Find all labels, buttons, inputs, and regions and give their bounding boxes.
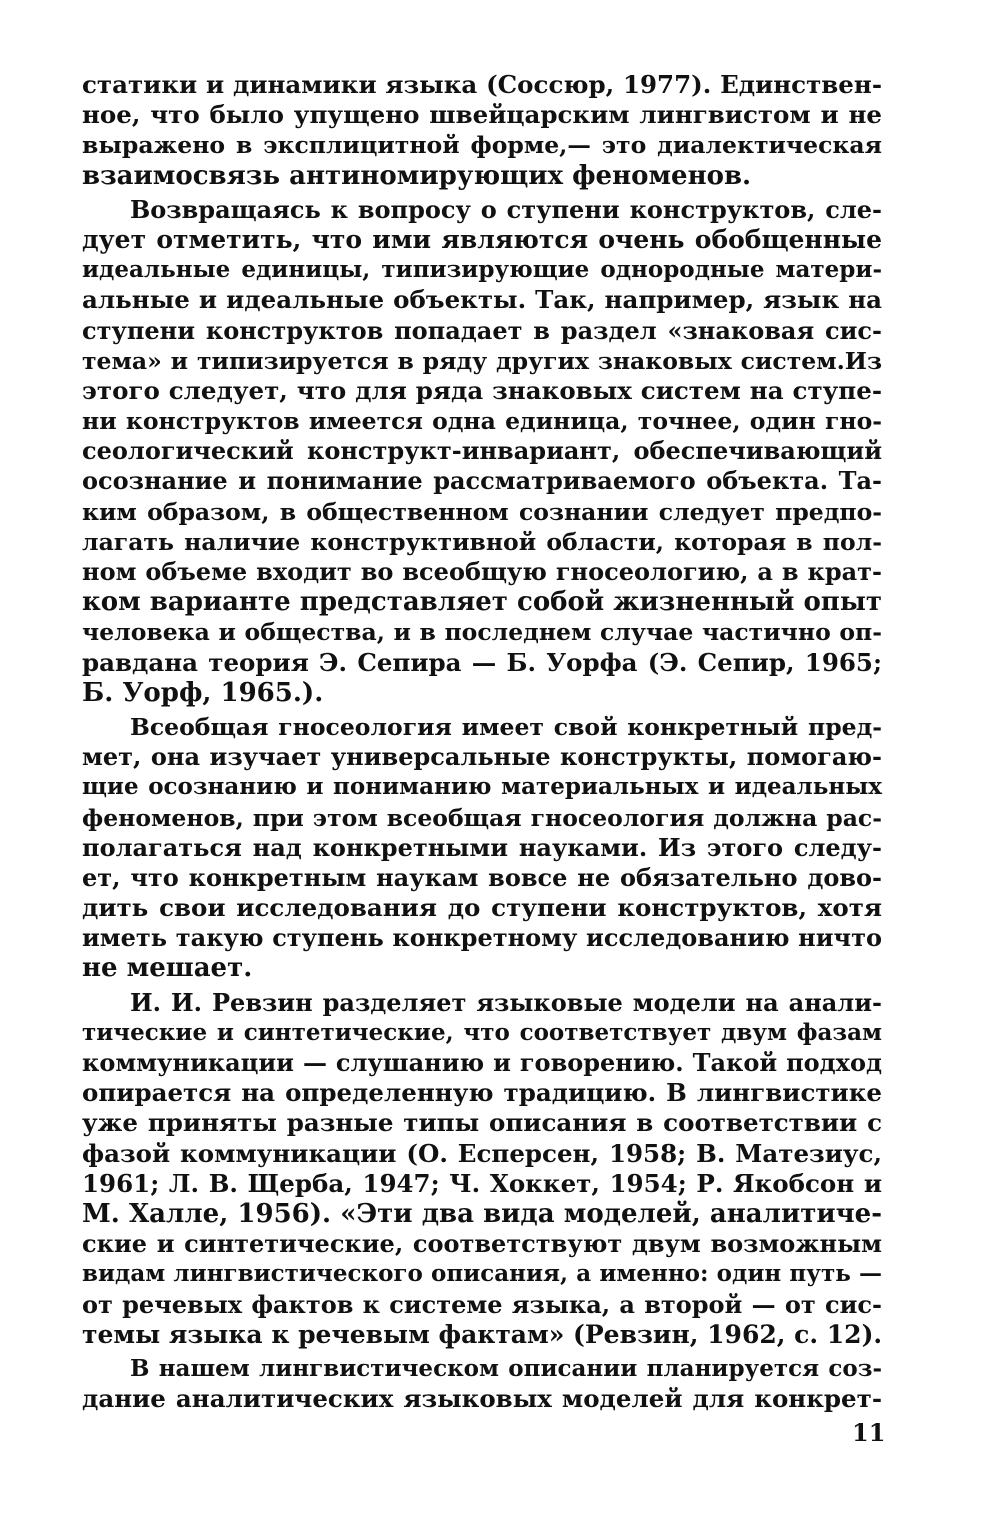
- page-text: [82, 70, 882, 1414]
- text-line: И. И. Ревзин разделяет языковые модели на анали-: [130, 987, 882, 1017]
- text-line: ное, что было упущено швейцарским лингвистом и не: [82, 100, 882, 130]
- text-line: человека и общества, и в последнем случае частично оп-: [82, 618, 882, 647]
- text-line: тема» и типизируется в ряду других знаковых систем.Из: [82, 346, 882, 375]
- text-line: мет, она изучает универсальные конструкты, помогаю-: [82, 742, 882, 772]
- text-line: М. Халле, 1956). «Эти два вида моделей, аналитиче-: [82, 1198, 882, 1229]
- text-line: взаимосвязь антиномирующих феноменов.: [82, 160, 752, 191]
- text-line: дание аналитических языковых моделей для конкрет-: [82, 1384, 882, 1414]
- text-line: ет, что конкретным наукам вовсе не обязательно дово-: [82, 862, 882, 892]
- text-line: идеальные единицы, типизирующие однородные матери-: [82, 256, 882, 284]
- text-line: темы языка к речевым фактам» (Ревзин, 1962, с. 12).: [82, 1319, 883, 1349]
- page-number: 11: [852, 1418, 886, 1447]
- text-line: лагать наличие конструктивной области, которая в пол-: [82, 527, 882, 556]
- text-line: видам лингвистического описания, а именно: один путь —: [82, 1260, 882, 1288]
- text-line: дить свои исследования до ступени конструктов, хотя: [82, 893, 882, 923]
- text-line: Всеобщая гносеология имеет свой конкретный пред-: [130, 712, 882, 741]
- paragraph-5: [82, 1354, 882, 1414]
- text-line: ким образом, в общественном сознании следует предпо-: [82, 497, 882, 526]
- text-line: Возвращаясь к вопросу о ступени конструктов, сле-: [130, 194, 882, 224]
- paragraph-4: [82, 988, 882, 1350]
- text-line: тические и синтетические, что соответствует двум фазам: [82, 1018, 882, 1046]
- paragraph-3: [82, 712, 882, 984]
- paragraph-1: [82, 70, 882, 191]
- text-line: 1961; Л. В. Щерба, 1947; Ч. Хоккет, 1954; Р. Якобсон и: [82, 1168, 882, 1198]
- text-line: ни конструктов имеется одна единица, точнее, один гно-: [82, 407, 882, 436]
- text-line: ские и синтетические, соответствуют двум возможным: [82, 1229, 882, 1259]
- text-line: сеологический конструкт-инвариант, обеспечивающий: [82, 436, 882, 466]
- text-line: равдана теория Э. Сепира — Б. Уорфа (Э. Сепир, 1965;: [82, 647, 882, 677]
- text-line: Б. Уорф, 1965.).: [82, 677, 324, 708]
- text-line: щие осознанию и пониманию материальных и идеальных: [82, 773, 882, 801]
- text-line: коммуникации — слушанию и говорению. Такой подход: [82, 1048, 882, 1077]
- text-line: феноменов, при этом всеобщая гносеология должна рас-: [82, 803, 882, 832]
- text-line: ном объеме входит во всеобщую гносеологию, а в крат-: [82, 557, 882, 586]
- text-line: уже приняты разные типы описания в соответствии с: [82, 1108, 882, 1138]
- text-line: этого следует, что для ряда знаковых систем на ступе-: [82, 375, 882, 405]
- text-line: ком варианте представляет собой жизненный опыт: [82, 587, 882, 618]
- text-line: дует отметить, что ими являются очень обобщенные: [82, 224, 882, 254]
- text-line: опирается на определенную традицию. В лингвистике: [82, 1078, 882, 1108]
- text-line: альные и идеальные объекты. Так, например, язык на: [82, 285, 882, 315]
- text-line: выражено в эксплицитной форме,— это диалектическая: [82, 131, 882, 160]
- text-line: иметь такую ступень конкретному исследованию ничто: [82, 923, 882, 953]
- text-line: полагаться над конкретными науками. Из этого следу-: [82, 832, 882, 862]
- text-line: от речевых фактов к системе языка, а второй — от сис-: [82, 1289, 882, 1319]
- paragraph-2: [82, 195, 882, 708]
- text-line: ступени конструктов попадает в раздел «знаковая сис-: [82, 315, 882, 345]
- text-line: фазой коммуникации (О. Есперсен, 1958; В. Матезиус,: [82, 1138, 882, 1168]
- text-line: не мешает.: [82, 953, 253, 984]
- text-line: статики и динамики языка (Соссюр, 1977). Единствен-: [82, 70, 882, 99]
- text-line: В нашем лингвистическом описании планируется соз-: [130, 1354, 882, 1382]
- text-line: осознание и понимание рассматриваемого объекта. Та-: [82, 466, 882, 496]
